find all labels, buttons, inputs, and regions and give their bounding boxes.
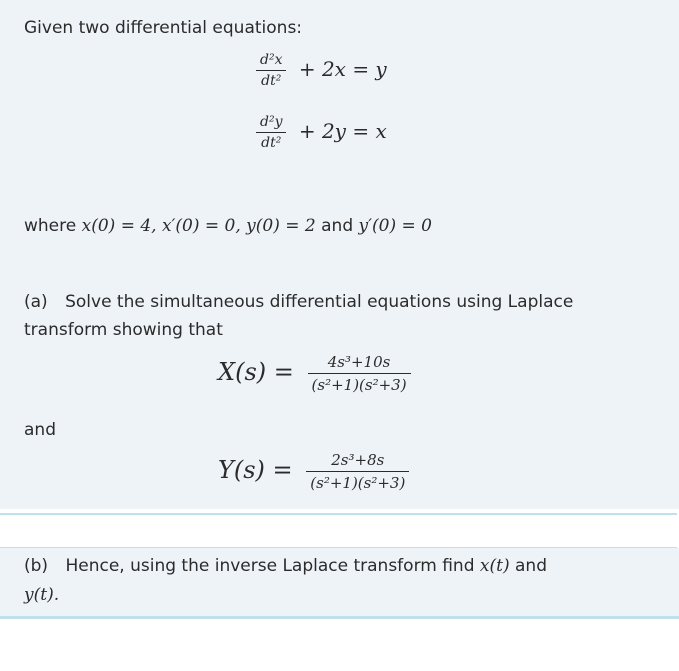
part-b-text: Hence, using the inverse Laplace transform find	[65, 556, 480, 576]
x-transform-numerator: 4s³+10s	[308, 353, 411, 374]
y-transform-numerator: 2s³+8s	[306, 451, 409, 472]
equation-1	[256, 52, 387, 89]
equation-1-fraction	[256, 52, 286, 89]
part-a-label: (a)	[24, 292, 48, 312]
equation-1-numerator: d²x	[256, 52, 286, 71]
part-a-text-line-2: transform showing that	[24, 320, 223, 340]
part-b-math-y: y(t).	[24, 585, 60, 605]
part-b-and-word: and	[509, 556, 547, 576]
conditions-math-2: y′(0) = 0	[358, 216, 432, 236]
y-transform-equation	[218, 451, 409, 492]
equation-2-rest: + 2y = x	[298, 119, 387, 143]
section-divider-band	[0, 513, 677, 550]
conditions-connector: and	[315, 216, 359, 236]
equation-1-rest: + 2x = y	[298, 57, 387, 81]
and-label: and	[24, 420, 56, 440]
x-transform-fraction	[308, 353, 411, 394]
part-a-heading	[24, 292, 573, 312]
part-a-text-line-1: Solve the simultaneous differential equations using Laplace	[65, 292, 574, 312]
equation-2	[256, 114, 387, 151]
x-transform-lhs: X(s) =	[218, 358, 294, 386]
part-b-label: (b)	[24, 556, 49, 576]
y-transform-denominator: (s²+1)(s²+3)	[310, 474, 406, 492]
part-b-heading	[24, 556, 547, 576]
equation-2-fraction	[256, 114, 286, 151]
x-transform-equation	[218, 353, 411, 394]
conditions-math-1: x(0) = 4, x′(0) = 0, y(0) = 2	[81, 216, 316, 236]
x-transform-denominator: (s²+1)(s²+3)	[311, 376, 407, 394]
conditions-prefix: where	[24, 216, 82, 236]
y-transform-fraction	[306, 451, 409, 492]
intro-text: Given two differential equations:	[24, 18, 303, 38]
initial-conditions	[24, 216, 432, 236]
part-b-math-x: x(t)	[479, 556, 510, 576]
equation-2-numerator: d²y	[256, 114, 286, 133]
y-transform-lhs: Y(s) =	[218, 456, 293, 484]
equation-1-denominator: dt²	[261, 73, 282, 89]
equation-2-denominator: dt²	[261, 135, 282, 151]
